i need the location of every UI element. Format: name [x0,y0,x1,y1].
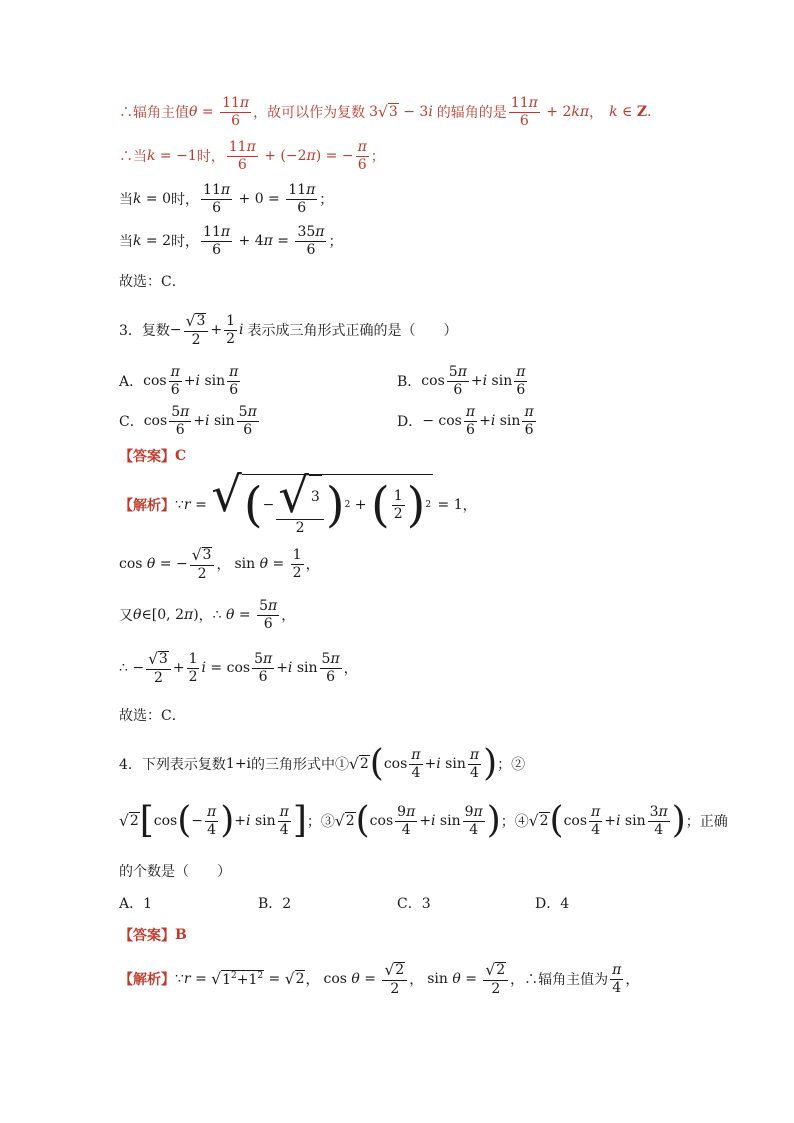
text: ； [370,149,385,166]
line-k-minus1: ∴当 k = −1 时， $\frac{11\pi}{6}$ + (−2π) = − $\frac{\pi}{6}$ ； [119,139,385,173]
answer-tag: 【答案】 [119,449,175,465]
option-b[interactable]: B．2 [258,896,292,912]
question-4-stem-line3: 的个数是（ ） [119,864,231,880]
question-4-analysis: 【解析】 ∵ r = √ $1^2+1^2$ = √ 2 ， cos θ = √ 2 2 ， sin θ = √ 2 2 ，∴辐角主值为 $\frac{\pi}{4}$ ， [119,961,640,997]
text: ，故可以作为复数 [253,105,366,122]
answer-value: C [175,448,187,464]
text: 当 [119,192,133,209]
answer-tag: 【答案】 [119,928,175,944]
question-3-analysis-r: 【解析】 ∵ r = √ ( − √ 3 2 ) 2 + ( $\frac{1}{2}$ ) 2 = 1 ， [119,467,477,537]
option-d[interactable]: D．4 [535,896,570,912]
option-a[interactable]: A．1 [119,896,153,912]
text: 时， [171,192,200,209]
text: 故选：C． [119,274,186,290]
line-choose-c [119,271,186,291]
analysis-tag: 【解析】 [119,972,175,989]
question-3-stem: 3．复数 − √ 3 2 + $\frac{1}{2}$ i 表示成三角形式正确的是（ ） [119,312,458,348]
option-b[interactable]: B． cos $\frac{5\pi}{6}$ + i sin $\frac{\pi}{6}$ [397,364,526,398]
text: 时， [171,234,200,251]
question-3-cos-sin: cos θ = − √ 3 2 ， sin θ = $\frac{1}{2}$ ， [119,546,320,582]
text: ∴当 [119,149,147,166]
text: 的辐角的是 [436,105,507,122]
question-3-answer [119,446,186,466]
question-4-answer [119,925,187,945]
answer-value: B [175,927,187,943]
line-k-0: 当 k = 0 时， $\frac{11\pi}{6}$ + 0 = $\frac{11\pi}{6}$ ； [119,182,334,216]
text: . [647,104,652,121]
fraction-11pi-6: $\frac{11\pi}{6}$ [222,95,250,129]
text: 时， [196,149,225,166]
question-4-stem-line2: √ 2 [ cos ( − $\frac{\pi}{4}$ ) + i sin $\frac{\pi}{4}$ ] ；③ √ 2 ( cos $\frac{9\pi}{4}$ + i sin $\frac{9\pi}{4}$ ) ；④ √ 2 ( cos $\frac{\pi}{4}$ + i sin $\frac{3\pi}{4}$ ) ；正确 [119,800,728,841]
text: ， [589,105,604,122]
text: 表示成三角形式正确的是（ ） [247,323,458,340]
question-4-stem-line1: 4．下列表示复数 1+i 的三角形式中① √ 2 ( cos $\frac{\pi}{4}$ + i sin $\frac{\pi}{4}$ ) ；② [119,743,526,784]
line-principal-argument: ∴辐角主值 θ = $\frac{11\pi}{6}$ ，故可以作为复数 3 √ 3 − 3i 的辐角的是 $\frac{11\pi}{6}$ + 2kπ ， k ∈ Z . [119,95,652,129]
text: 当 [119,234,133,251]
question-3-choose: 故选：C． [119,708,186,724]
theta-symbol: θ [189,104,198,121]
option-c[interactable]: C． cos $\frac{5\pi}{6}$ + i sin $\frac{5\pi}{6}$ [119,404,257,438]
question-number: 4．下列表示复数 [119,757,226,773]
option-d[interactable]: D． − cos $\frac{\pi}{6}$ + i sin $\frac{\pi}{6}$ [397,404,534,438]
question-3-theta-range: 又 θ ∈[0, 2π) ， ∴ θ = $\frac{5\pi}{6}$ ， [119,598,296,632]
line-k-2: 当 k = 2 时， $\frac{11\pi}{6}$ + 4π = $\frac{35\pi}{6}$ ； [119,224,343,258]
text: ∴辐角主值 [119,105,189,122]
question-3-conclusion: ∴ − √ 3 2 + $\frac{1}{2}$ i = cos $\frac{5\pi}{6}$ + i sin $\frac{5\pi}{6}$ ， [119,650,358,686]
question-number: 3．复数 [119,323,170,340]
option-c[interactable]: C．3 [397,896,431,912]
text: ； [328,234,343,251]
option-a[interactable]: A． cos $\frac{\pi}{6}$ + i sin $\frac{\pi}{6}$ [119,364,239,398]
text: ； [319,192,334,209]
analysis-tag: 【解析】 [119,497,175,514]
